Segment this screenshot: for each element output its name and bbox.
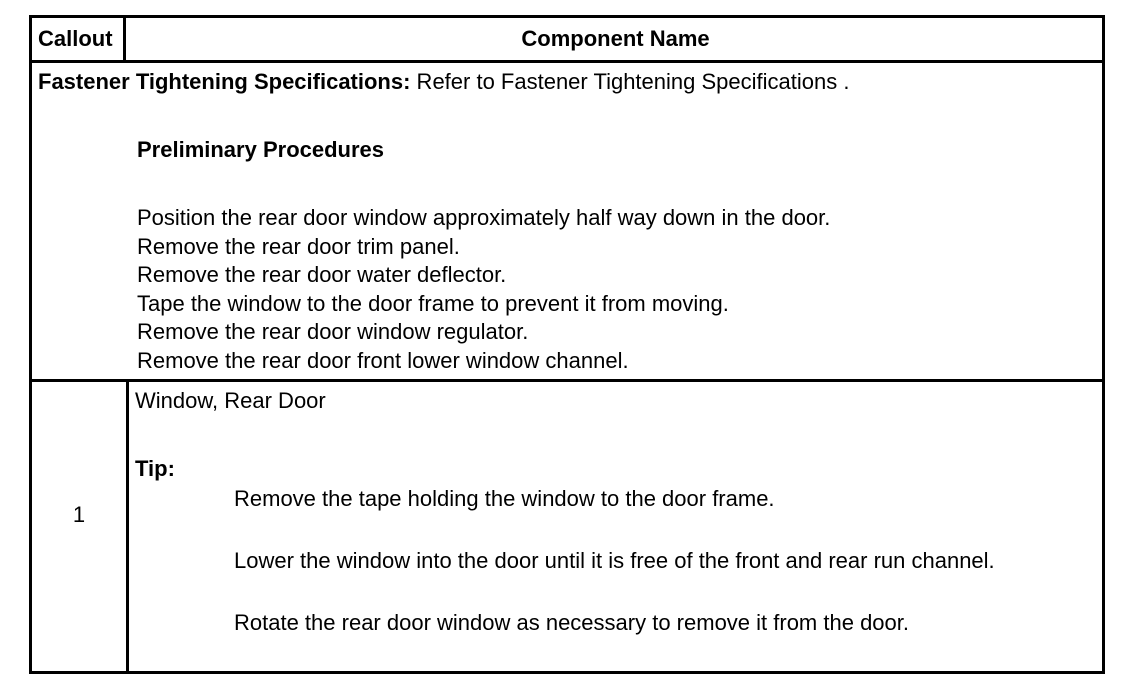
fastener-spec-line <box>38 69 849 95</box>
list-item: Remove the rear door water deflector. <box>137 262 507 288</box>
preliminary-steps-list <box>137 204 830 376</box>
component-cell <box>129 382 1102 671</box>
fastener-spec-label: Fastener Tightening Specifications: <box>38 69 411 94</box>
header-component-name: Component Name <box>521 26 710 51</box>
callout-number: 1 <box>72 502 86 527</box>
tip-line: Rotate the rear door window as necessary to remove it from the door. <box>234 610 909 635</box>
preliminary-procedures-title: Preliminary Procedures <box>137 137 385 162</box>
procedure-table <box>29 15 1105 674</box>
callout-cell <box>32 382 129 671</box>
specifications-section <box>32 63 1102 382</box>
header-callout: Callout <box>32 18 126 60</box>
table-header-row <box>32 18 1102 63</box>
list-item: Remove the rear door front lower window channel. <box>137 347 629 373</box>
list-item: Remove the rear door window regulator. <box>137 319 529 345</box>
tip-line: Remove the tape holding the window to the door frame. <box>234 486 775 511</box>
component-name: Window, Rear Door <box>135 388 326 413</box>
list-item: Position the rear door window approximately half way down in the door. <box>137 205 831 230</box>
fastener-spec-text: Refer to Fastener Tightening Specifications . <box>410 69 850 94</box>
list-item: Remove the rear door trim panel. <box>137 233 460 259</box>
table-row <box>32 382 1102 671</box>
list-item: Tape the window to the door frame to prevent it from moving. <box>137 290 729 316</box>
tip-line: Lower the window into the door until it is free of the front and rear run channel. <box>234 548 995 573</box>
tip-label: Tip: <box>135 456 175 481</box>
